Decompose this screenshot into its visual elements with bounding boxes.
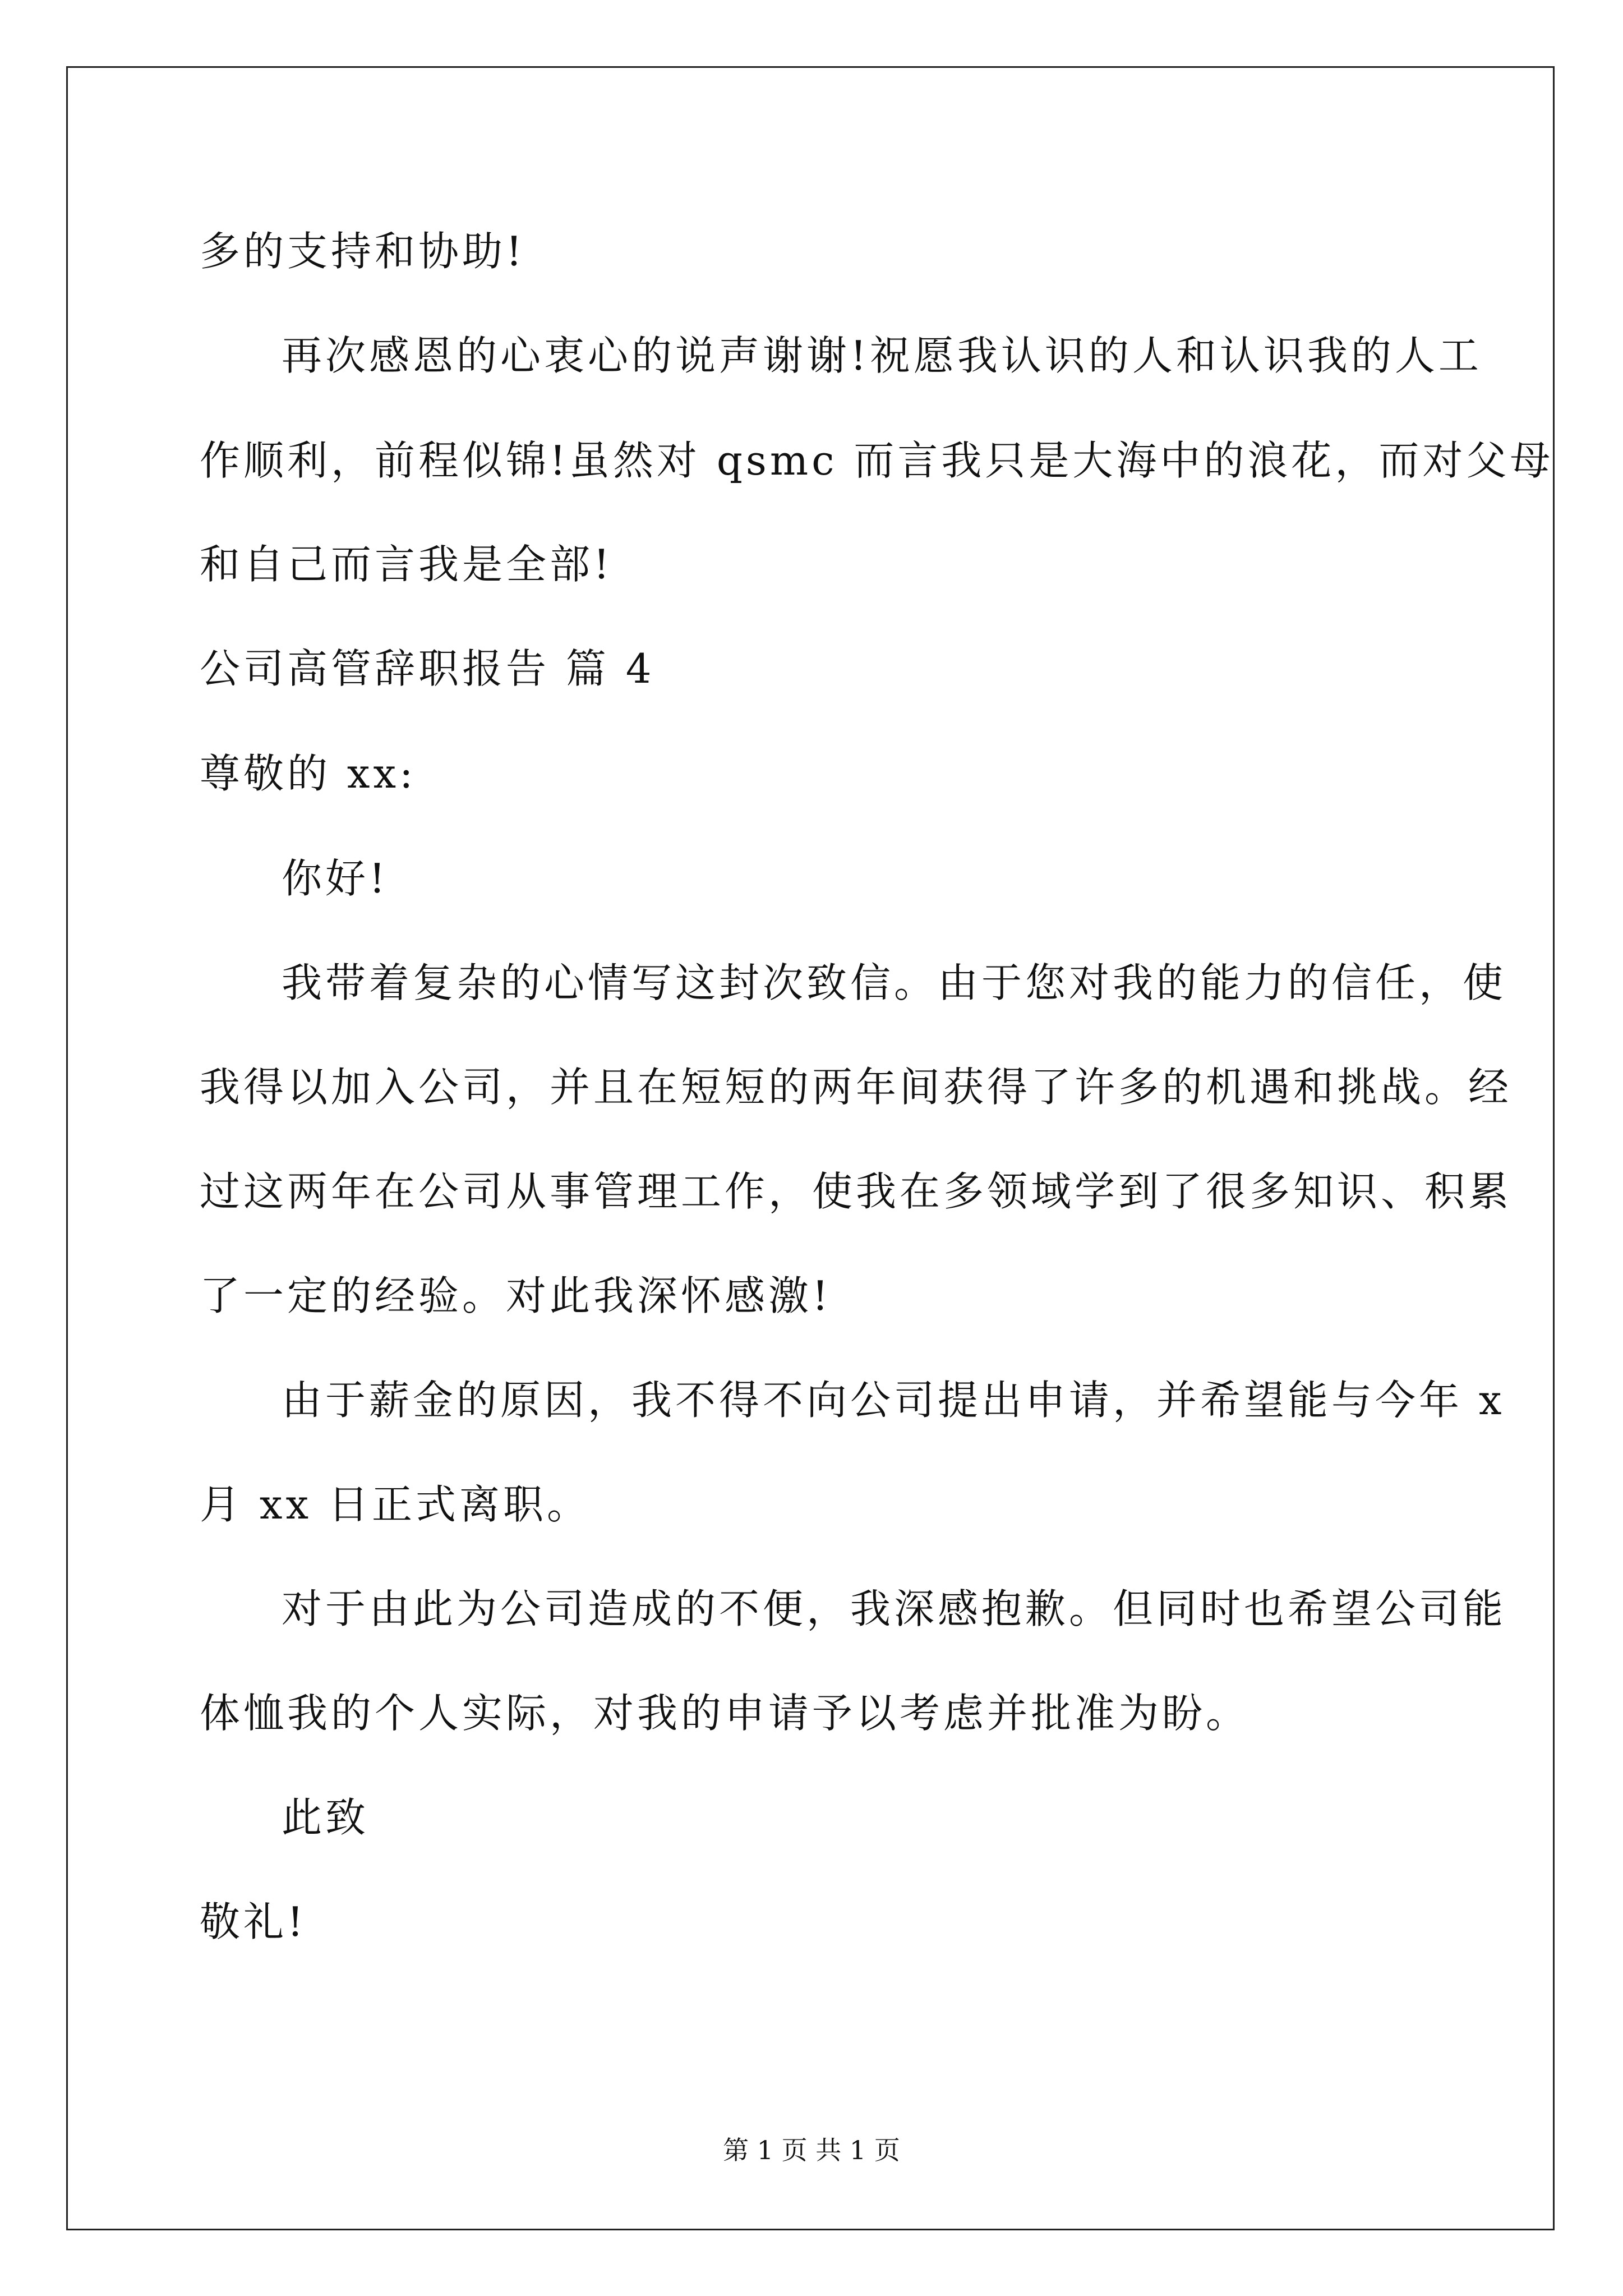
page-number: 第 1 页 共 1 页: [723, 2135, 900, 2165]
text-line: 体恤我的个人实际，对我的申请予以考虑并批准为盼。: [200, 1690, 1250, 1737]
text-line: 我带着复杂的心情写这封次致信。由于您对我的能力的信任，使: [282, 959, 1507, 1006]
text-line: 对于由此为公司造成的不便，我深感抱歉。但同时也希望公司能: [282, 1585, 1507, 1632]
salutation: 尊敬的 xx:: [200, 750, 417, 797]
closing: 此致: [282, 1794, 370, 1841]
text-line: 我得以加入公司，并且在短短的两年间获得了许多的机遇和挑战。经: [200, 1064, 1513, 1111]
text-line: 多的支持和协助!: [200, 228, 525, 275]
text-line: 由于薪金的原因，我不得不向公司提出申请，并希望能与今年 x: [282, 1377, 1505, 1424]
text-line: 了一定的经验。对此我深怀感激!: [200, 1272, 832, 1319]
text-line: 过这两年在公司从事管理工作，使我在多领域学到了很多知识、积累: [200, 1168, 1513, 1215]
greeting: 你好!: [282, 855, 389, 902]
text-line: 月 xx 日正式离职。: [200, 1481, 591, 1528]
section-heading: 公司高管辞职报告 篇 4: [200, 645, 655, 692]
text-line: 作顺利，前程似锦!虽然对 qsmc 而言我只是大海中的浪花，而对父母: [200, 437, 1554, 484]
text-line: 再次感恩的心衷心的说声谢谢!祝愿我认识的人和认识我的人工: [282, 332, 1482, 379]
closing-salute: 敬礼!: [200, 1898, 307, 1945]
text-line: 和自己而言我是全部!: [200, 541, 613, 588]
